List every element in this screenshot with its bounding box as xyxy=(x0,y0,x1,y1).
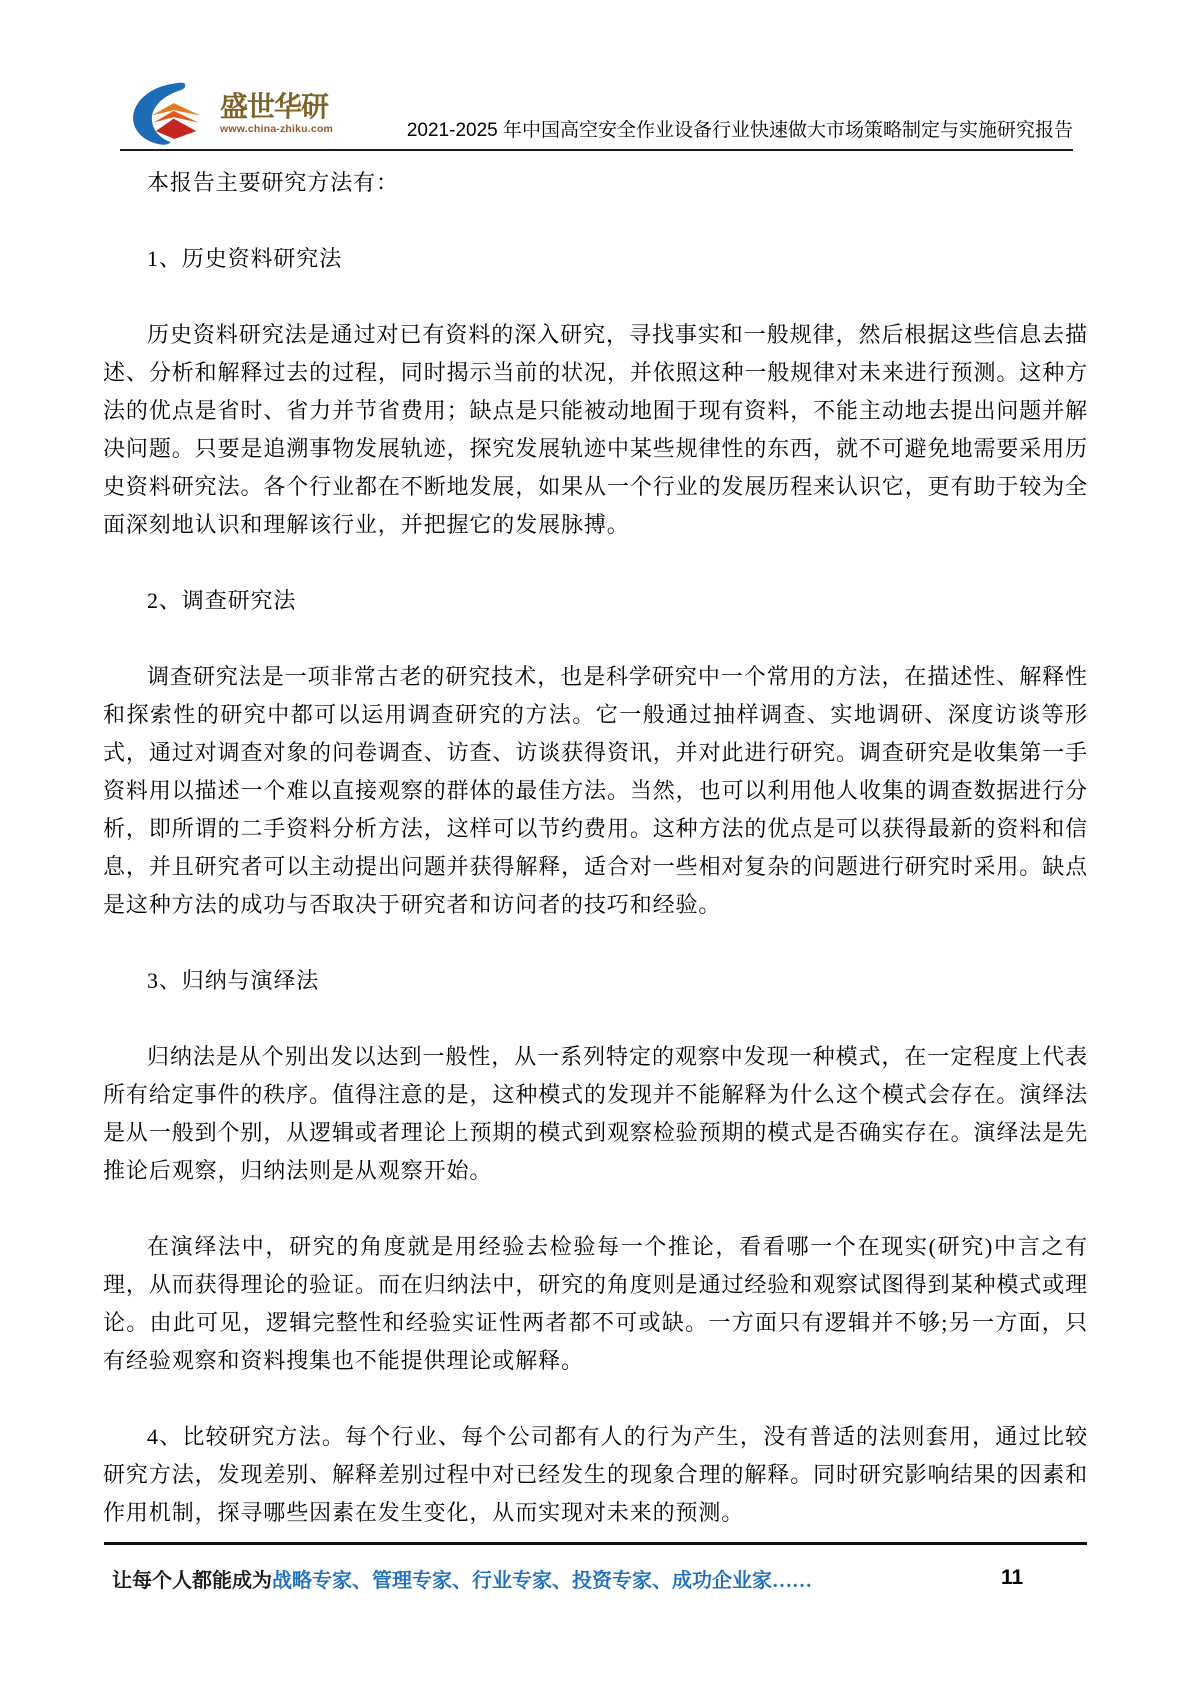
footer-slogan xyxy=(112,1568,812,1594)
section-1-paragraph: 历史资料研究法是通过对已有资料的深入研究，寻找事实和一般规律，然后根据这些信息去描述、分析和解释过去的过程，同时揭示当前的状况，并依照这种一般规律对未来进行预测。这种方法的优点是省时、省力并节省费用；缺点是只能被动地囿于现有资料，不能主动地去提出问题并解决问题。只要是追溯事物发展轨迹，探究发展轨迹中某些规律性的东西，就不可避免地需要采用历史资料研究法。各个行业都在不断地发展，如果从一个行业的发展历程来认识它，更有助于较为全面深刻地认识和理解该行业，并把握它的发展脉搏。 xyxy=(103,322,1088,537)
company-logo xyxy=(130,82,333,146)
intro-line: 本报告主要研究方法有： xyxy=(147,170,399,195)
section-3-paragraph-1: 归纳法是从个别出发以达到一般性，从一系列特定的观察中发现一种模式，在一定程度上代表所有给定事件的秩序。值得注意的是，这种模式的发现并不能解释为什么这个模式会存在。演绎法是从一般到个别，从逻辑或者理论上预期的模式到观察检验预期的模式是否确实存在。演绎法是先推论后观察，归纳法则是从观察开始。 xyxy=(103,1044,1088,1183)
logo-company-name: 盛世华研 xyxy=(220,91,329,122)
slogan-prefix: 让每个人都能成为 xyxy=(112,1570,272,1592)
page-number: 11 xyxy=(1001,1566,1024,1589)
section-4-paragraph: 4、比较研究方法。每个行业、每个公司都有人的行为产生，没有普适的法则套用，通过比较研究方法，发现差别、解释差别过程中对已经发生的现象合理的解释。同时研究影响结果的因素和作用机制，探寻哪些因素在发生变化，从而实现对未来的预测。 xyxy=(103,1424,1088,1525)
slogan-highlight: 战略专家、管理专家、行业专家、投资专家、成功企业家…… xyxy=(272,1570,812,1592)
report-body xyxy=(103,164,1088,1532)
section-3-heading: 3、归纳与演绎法 xyxy=(147,968,320,993)
logo-website-url: www.china-zhiku.com xyxy=(220,123,334,135)
footer-divider xyxy=(104,1542,1087,1545)
section-1-heading: 1、历史资料研究法 xyxy=(147,246,343,271)
logo-book-swoosh-icon xyxy=(130,82,208,146)
report-title: 2021-2025 年中国高空安全作业设备行业快速做大市场策略制定与实施研究报告 xyxy=(406,120,1073,141)
header-divider xyxy=(120,149,1073,151)
section-2-heading: 2、调查研究法 xyxy=(147,588,297,613)
logo-text xyxy=(220,92,333,136)
section-2-paragraph: 调查研究法是一项非常古老的研究技术，也是科学研究中一个常用的方法，在描述性、解释性和探索性的研究中都可以运用调查研究的方法。它一般通过抽样调查、实地调研、深度访谈等形式，通过对调查对象的问卷调查、访查、访谈获得资讯，并对此进行研究。调查研究是收集第一手资料用以描述一个难以直接观察的群体的最佳方法。当然，也可以利用他人收集的调查数据进行分析，即所谓的二手资料分析方法，这样可以节约费用。这种方法的优点是可以获得最新的资料和信息，并且研究者可以主动提出问题并获得解释，适合对一些相对复杂的问题进行研究时采用。缺点是这种方法的成功与否取决于研究者和访问者的技巧和经验。 xyxy=(103,664,1088,917)
section-3-paragraph-2: 在演绎法中，研究的角度就是用经验去检验每一个推论，看看哪一个在现实(研究)中言之有理，从而获得理论的验证。而在归纳法中，研究的角度则是通过经验和观察试图得到某种模式或理论。由此可见，逻辑完整性和经验实证性两者都不可或缺。一方面只有逻辑并不够;另一方面，只有经验观察和资料搜集也不能提供理论或解释。 xyxy=(103,1234,1088,1373)
